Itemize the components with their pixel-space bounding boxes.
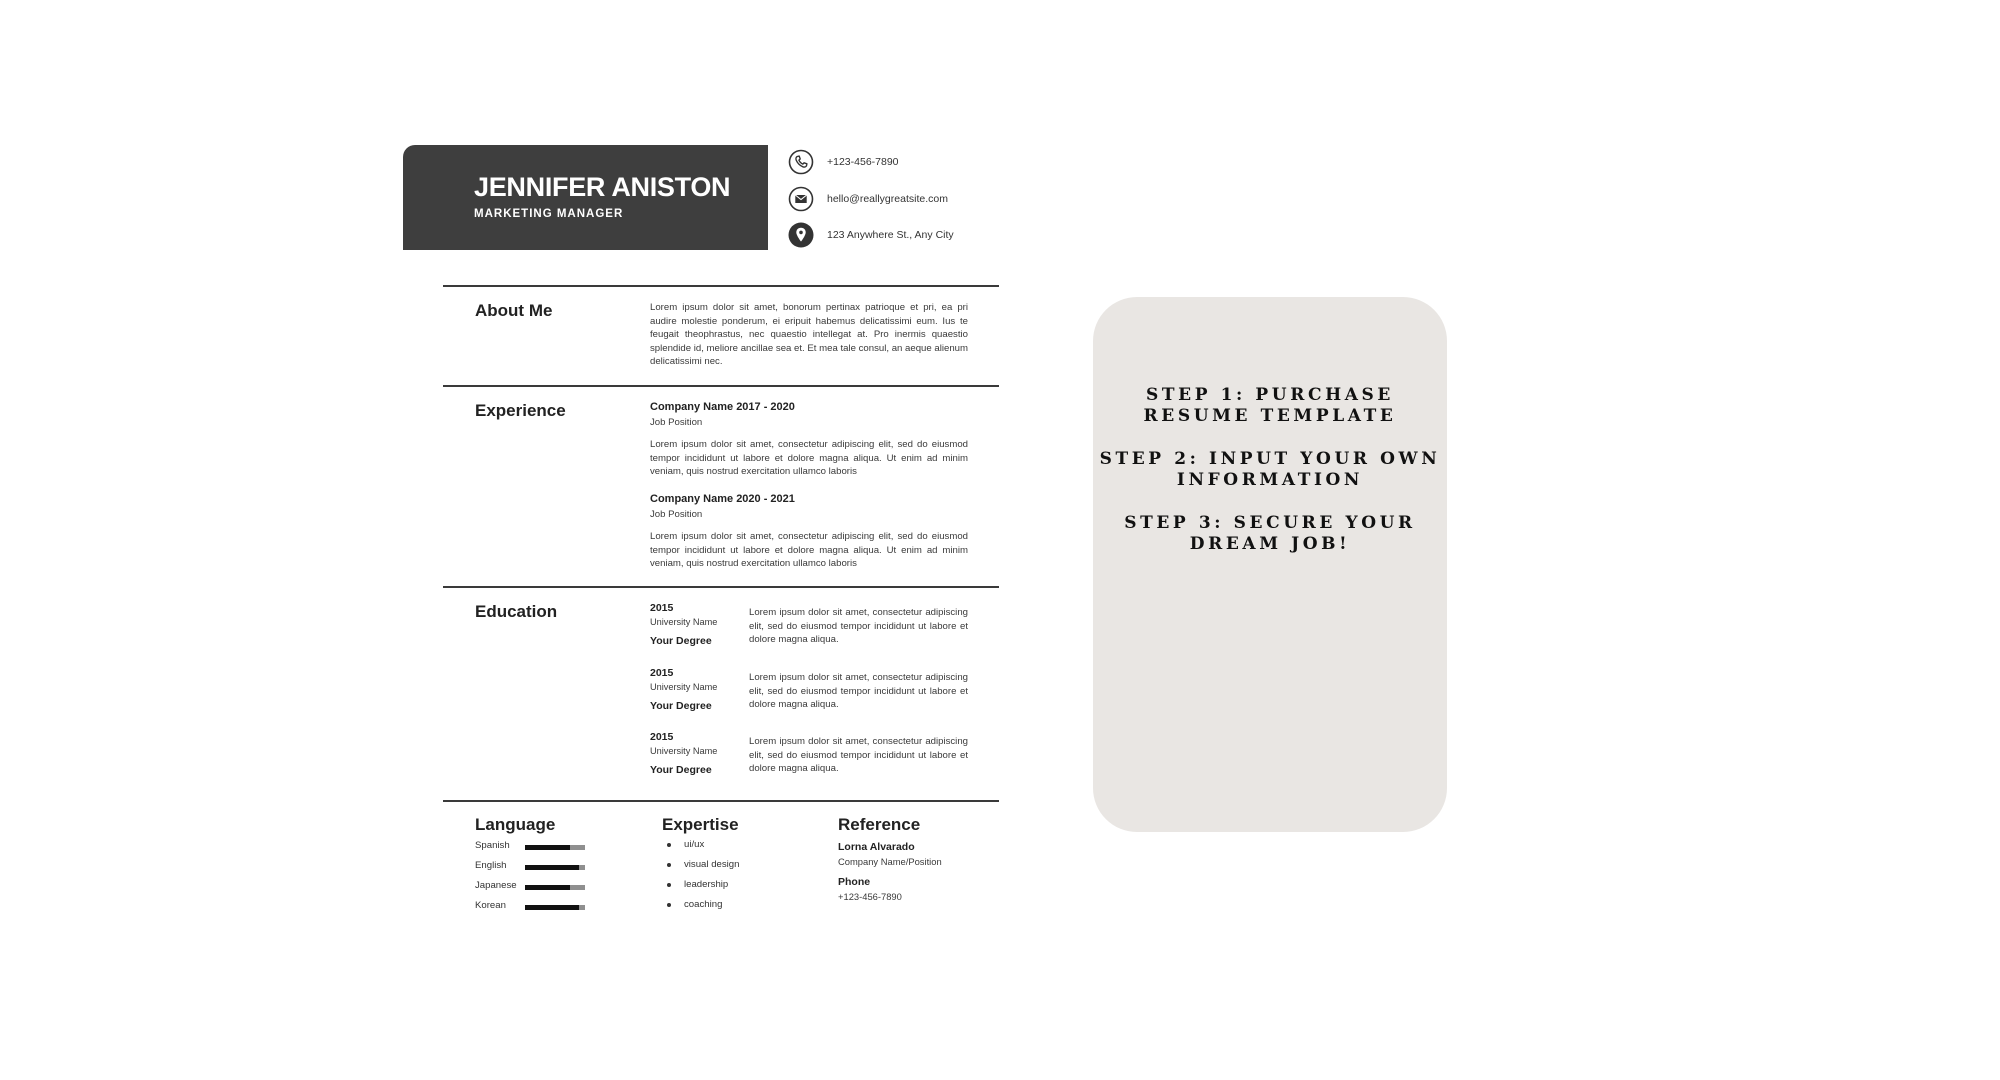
step-1-text: STEP 1: PURCHASE RESUME TEMPLATE: [1143, 385, 1397, 426]
resume-role: MARKETING MANAGER: [474, 208, 624, 220]
language-name: Japanese: [475, 880, 517, 891]
contact-phone: [788, 149, 899, 175]
phone-icon: [788, 149, 814, 175]
step-2-text: STEP 2: INPUT YOUR OWN INFORMATION: [1099, 449, 1441, 490]
list-item: [667, 838, 739, 858]
list-item: [667, 858, 739, 878]
reference-phone-label: Phone: [838, 876, 871, 888]
expertise-title: Expertise: [662, 815, 739, 834]
reference-name: Lorna Alvarado: [838, 841, 915, 853]
steps-card: [1093, 297, 1447, 832]
language-row: [475, 900, 605, 914]
experience-company: Company Name 2017 - 2020: [650, 401, 795, 413]
education-degree: Your Degree: [650, 700, 712, 712]
language-title: Language: [475, 815, 556, 834]
expertise-item: visual design: [684, 859, 740, 870]
language-level-fill: [525, 905, 579, 910]
language-level-bar: [525, 905, 585, 910]
list-item: [667, 898, 739, 918]
divider: [443, 586, 999, 588]
contact-phone-text: +123-456-7890: [827, 156, 899, 168]
step-3-text: STEP 3: SECURE YOUR DREAM JOB!: [1124, 513, 1416, 554]
language-name: English: [475, 860, 507, 871]
expertise-item: ui/ux: [684, 839, 705, 850]
education-text: Lorem ipsum dolor sit amet, consectetur adipiscing elit, sed do eiusmod tempor incididunt ut labore et dolore magna aliqua.: [749, 736, 968, 774]
education-degree: Your Degree: [650, 764, 712, 776]
resume-template: [400, 145, 1000, 925]
language-level-fill: [525, 865, 579, 870]
language-row: [475, 880, 605, 894]
divider: [443, 385, 999, 387]
education-degree: Your Degree: [650, 635, 712, 647]
language-level-fill: [525, 885, 570, 890]
education-text: Lorem ipsum dolor sit amet, consectetur adipiscing elit, sed do eiusmod tempor incididunt ut labore et dolore magna aliqua.: [749, 672, 968, 710]
experience-position: Job Position: [650, 417, 703, 428]
reference-company: Company Name/Position: [838, 856, 942, 867]
contact-email-text: hello@reallygreatsite.com: [827, 193, 948, 205]
expertise-item: coaching: [684, 899, 723, 910]
education-title: Education: [475, 602, 558, 621]
about-text: Lorem ipsum dolor sit amet, bonorum pertinax patrioque et pri, ea pri audire molestie ponderum, ei eripuit habemus delicatissimi eum. Ius te feugait theophrastus, nec quaestio intellegat at. Pro inermis quaestio splendide id, meliore ancillae sea et. Et mea tale consul, an aeque alienum delicatissimi nec.: [650, 302, 968, 367]
email-icon: [788, 186, 814, 212]
contact-address: [788, 222, 954, 248]
experience-company: Company Name 2020 - 2021: [650, 493, 795, 505]
education-text: Lorem ipsum dolor sit amet, consectetur adipiscing elit, sed do eiusmod tempor incididunt ut labore et dolore magna aliqua.: [749, 607, 968, 645]
experience-title: Experience: [475, 401, 566, 420]
about-title: About Me: [475, 301, 553, 320]
contact-email: [788, 186, 948, 212]
experience-text: Lorem ipsum dolor sit amet, consectetur adipiscing elit, sed do eiusmod tempor incididunt ut labore et dolore magna aliqua. Ut enim ad minim veniam, quis nostrud exercitation ullamco laboris: [650, 439, 968, 477]
resume-name: JENNIFER ANISTON: [474, 172, 731, 202]
language-name: Spanish: [475, 840, 510, 851]
language-level-bar: [525, 845, 585, 850]
experience-text: Lorem ipsum dolor sit amet, consectetur adipiscing elit, sed do eiusmod tempor incididunt ut labore et dolore magna aliqua. Ut enim ad minim veniam, quis nostrud exercitation ullamco laboris: [650, 531, 968, 569]
language-level-fill: [525, 845, 570, 850]
language-row: [475, 860, 605, 874]
education-university: University Name: [650, 617, 718, 627]
language-level-bar: [525, 865, 585, 870]
reference-phone: +123-456-7890: [838, 891, 902, 902]
expertise-list: [667, 838, 739, 918]
experience-position: Job Position: [650, 509, 703, 520]
contact-address-text: 123 Anywhere St., Any City: [827, 229, 954, 241]
education-university: University Name: [650, 682, 718, 692]
education-university: University Name: [650, 746, 718, 756]
education-year: 2015: [650, 667, 674, 679]
divider: [443, 285, 999, 287]
education-year: 2015: [650, 731, 674, 743]
expertise-item: leadership: [684, 879, 729, 890]
education-year: 2015: [650, 602, 674, 614]
language-name: Korean: [475, 900, 506, 911]
location-icon: [788, 222, 814, 248]
divider: [443, 800, 999, 802]
language-row: [475, 840, 605, 854]
list-item: [667, 878, 739, 898]
name-header: [403, 145, 768, 250]
reference-title: Reference: [838, 815, 921, 834]
language-level-bar: [525, 885, 585, 890]
